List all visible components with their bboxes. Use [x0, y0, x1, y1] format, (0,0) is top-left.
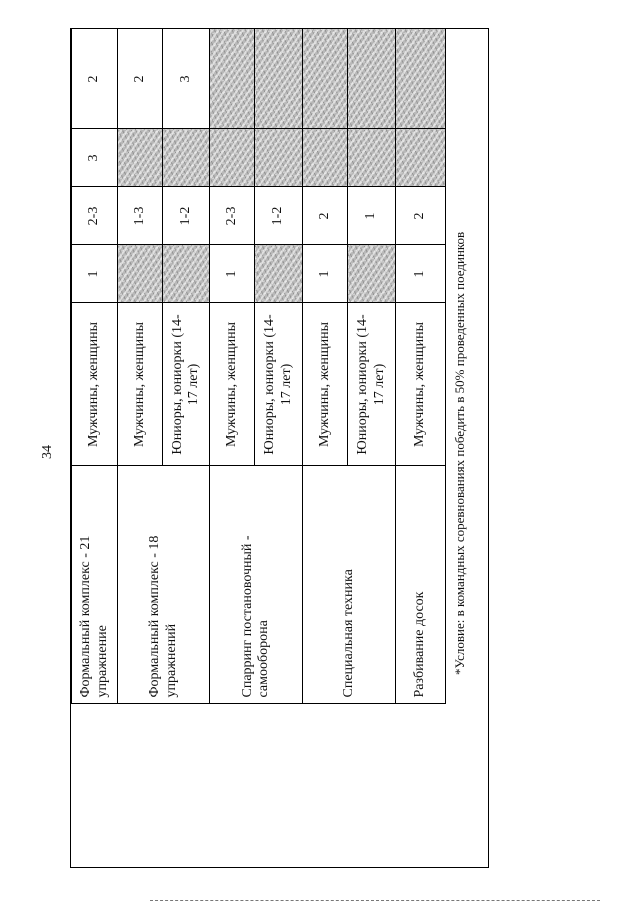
event-name: Спарринг постановочный - самооборона	[210, 466, 303, 704]
value-cell: 2	[118, 29, 163, 129]
value-cell: 3	[72, 129, 118, 187]
shaded-cell	[255, 29, 303, 129]
category-cell: Юниоры, юниорки (14-17 лет)	[348, 303, 396, 466]
category-cell: Мужчины, женщины	[303, 303, 348, 466]
rotated-content	[71, 29, 490, 869]
value-cell: 1	[348, 187, 396, 245]
shaded-cell	[348, 129, 396, 187]
event-name: Формальный комплекс - 18 упражнений	[118, 466, 210, 704]
value-cell: 2-3	[72, 187, 118, 245]
value-cell: 2-3	[210, 187, 255, 245]
shaded-cell	[255, 129, 303, 187]
shaded-cell	[210, 29, 255, 129]
event-name: Специальная техника	[303, 466, 396, 704]
category-cell: Юниоры, юниорки (14-17 лет)	[255, 303, 303, 466]
event-name: Формальный комплекс - 21 упражнение	[72, 466, 118, 704]
value-cell: 2	[303, 187, 348, 245]
value-cell: 1-2	[255, 187, 303, 245]
value-cell: 2	[72, 29, 118, 129]
shaded-cell	[348, 245, 396, 303]
shaded-cell	[118, 129, 163, 187]
blank-column	[72, 704, 446, 869]
shaded-cell	[396, 129, 446, 187]
shaded-cell	[163, 245, 210, 303]
category-cell: Мужчины, женщины	[396, 303, 446, 466]
shaded-cell	[210, 129, 255, 187]
table-row	[72, 29, 118, 869]
shaded-cell	[348, 29, 396, 129]
footnote: *Условие: в командных соревнованиях победить в 50% проведенных поединков	[452, 231, 467, 675]
category-cell: Мужчины, женщины	[210, 303, 255, 466]
value-cell: 1-2	[163, 187, 210, 245]
value-cell: 1	[72, 245, 118, 303]
category-cell: Мужчины, женщины	[72, 303, 118, 466]
shaded-cell	[163, 129, 210, 187]
value-cell: 3	[163, 29, 210, 129]
shaded-cell	[118, 245, 163, 303]
results-table	[71, 29, 446, 870]
value-cell: 2	[396, 187, 446, 245]
value-cell: 1	[210, 245, 255, 303]
shaded-cell	[255, 245, 303, 303]
shaded-cell	[303, 29, 348, 129]
shaded-cell	[303, 129, 348, 187]
shaded-cell	[396, 29, 446, 129]
event-name: Разбивание досок	[396, 466, 446, 704]
page-number: 34	[40, 445, 55, 459]
value-cell: 1	[396, 245, 446, 303]
value-cell: 1	[303, 245, 348, 303]
value-cell: 1-3	[118, 187, 163, 245]
scan-artifact-line	[150, 900, 600, 901]
category-cell: Юниоры, юниорки (14-17 лет)	[163, 303, 210, 466]
table-frame	[70, 28, 489, 868]
category-cell: Мужчины, женщины	[118, 303, 163, 466]
